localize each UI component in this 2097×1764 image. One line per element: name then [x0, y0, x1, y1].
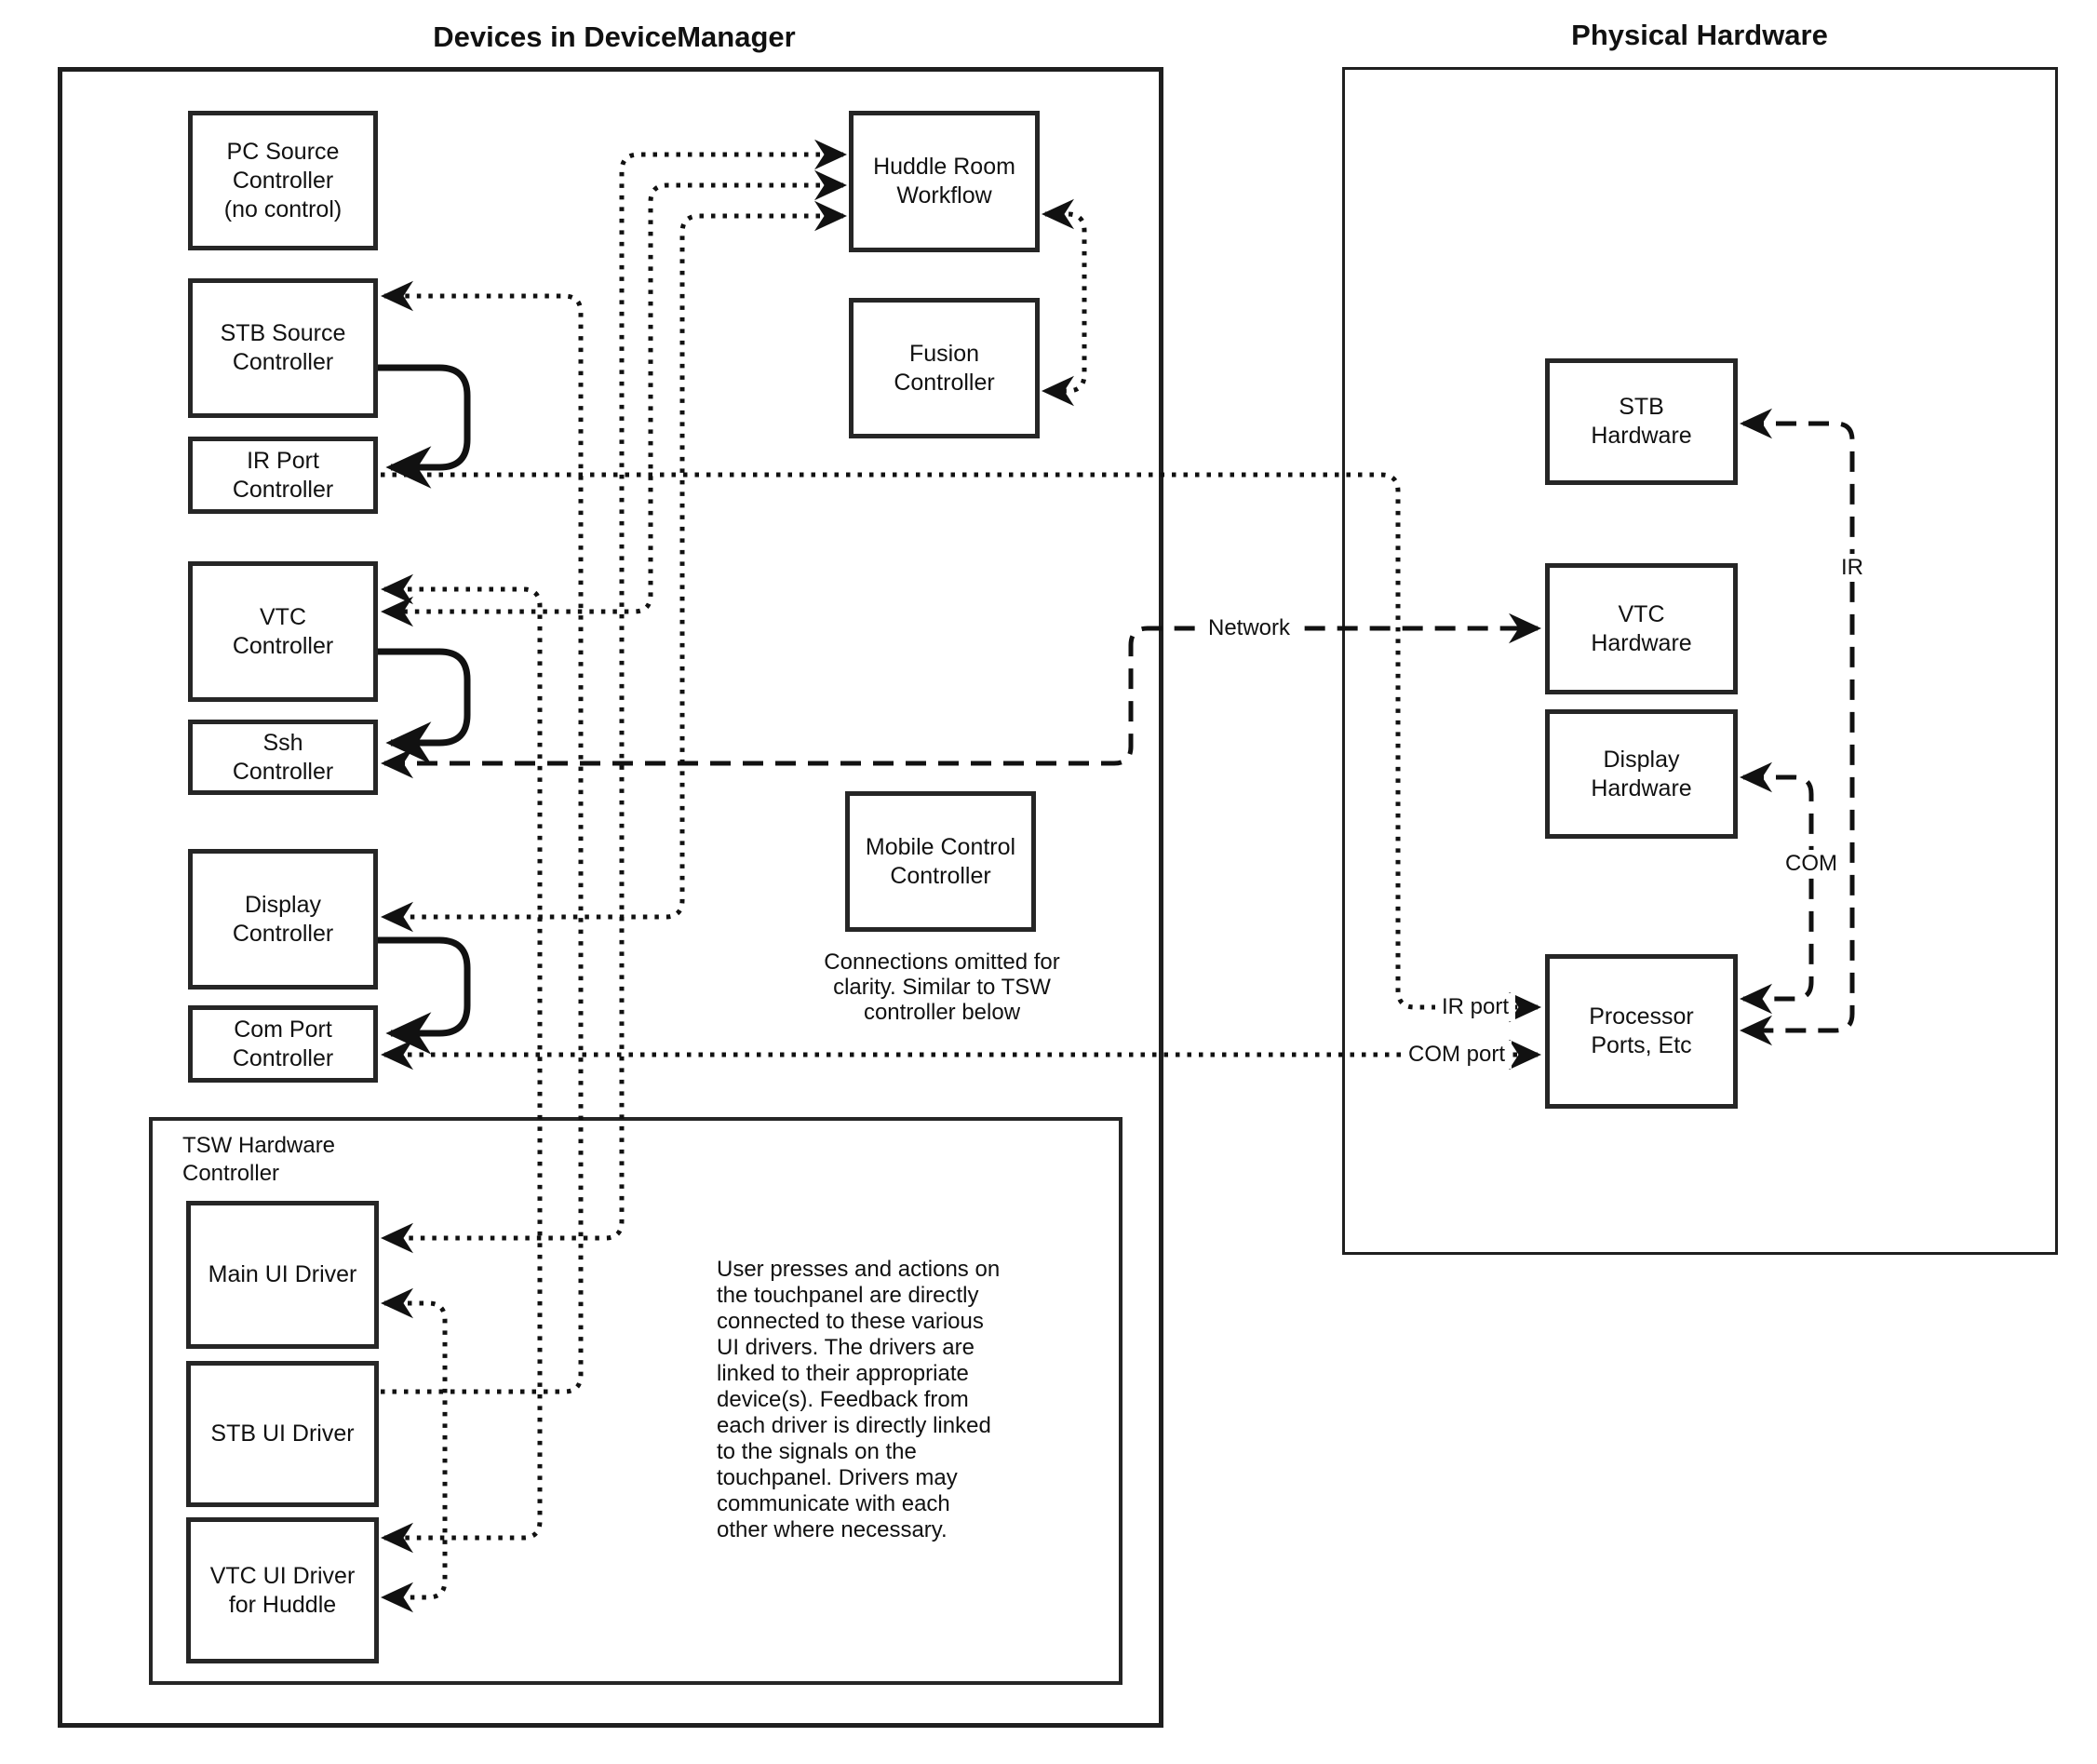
tsw-note-paragraph-line: each driver is directly linked: [717, 1413, 991, 1438]
box-com-port: [188, 1005, 378, 1083]
mobile-caption-line: clarity. Similar to TSW: [833, 975, 1051, 1000]
box-label-line: PC Source: [226, 138, 340, 165]
box-label-line: Com Port: [234, 1016, 332, 1043]
tsw-note-paragraph-line: device(s). Feedback from: [717, 1387, 969, 1412]
wire-label-com-port: COM port: [1402, 1041, 1512, 1069]
box-label-line: IR Port: [247, 447, 319, 474]
box-ssh: [188, 720, 378, 795]
tsw-container-label-line: Controller: [182, 1161, 280, 1186]
box-label-line: (no control): [223, 195, 343, 222]
box-label-line: Controller: [232, 349, 334, 375]
tsw-note-paragraph-line: to the signals on the: [717, 1439, 917, 1464]
box-stb-hw: [1545, 358, 1738, 485]
tsw-container-label: [182, 1132, 335, 1188]
tsw-note-paragraph-line: linked to their appropriate: [717, 1361, 969, 1386]
box-stb-source: [188, 278, 378, 418]
tsw-note-paragraph: [717, 1257, 1000, 1543]
tsw-note-paragraph-line: other where necessary.: [717, 1517, 948, 1542]
wire-label-com: COM: [1779, 850, 1844, 878]
tsw-note-paragraph-line: the touchpanel are directly: [717, 1283, 979, 1308]
box-label-line: Mobile Control: [865, 833, 1016, 860]
box-label-line: VTC UI Driver: [209, 1562, 356, 1589]
box-ir-port: [188, 437, 378, 514]
box-label-line: for Huddle: [228, 1591, 337, 1618]
wire-label-ir-port: IR port: [1435, 993, 1515, 1021]
box-label-line: Workflow: [896, 182, 992, 209]
box-vtc: [188, 561, 378, 702]
box-label-line: Processor: [1589, 1003, 1694, 1030]
wire-label-ir: IR: [1835, 554, 1870, 582]
box-label-line: Controller: [890, 862, 991, 889]
box-label-line: Huddle Room: [873, 154, 1015, 180]
box-stb-ui: [186, 1361, 379, 1507]
tsw-note-paragraph-line: touchpanel. Drivers may: [717, 1465, 958, 1490]
tsw-note-paragraph-line: UI drivers. The drivers are: [717, 1335, 975, 1360]
box-display: [188, 849, 378, 990]
box-label-line: Hardware: [1591, 629, 1692, 656]
box-label-line: STB Source: [220, 320, 346, 346]
box-vtc-ui: [186, 1517, 379, 1663]
tsw-container-label-line: TSW Hardware: [182, 1133, 336, 1158]
tsw-note-paragraph-line: connected to these various: [717, 1309, 984, 1334]
box-display-hw: [1545, 709, 1738, 839]
mobile-caption: [786, 949, 1097, 1025]
box-pc-source: [188, 111, 378, 250]
box-vtc-hw: [1545, 563, 1738, 694]
mobile-caption-line: controller below: [863, 1000, 1021, 1025]
tsw-note-paragraph-line: User presses and actions on: [717, 1257, 1001, 1282]
box-label-line: VTC: [1618, 600, 1665, 627]
box-label-line: Controller: [232, 1044, 334, 1071]
tsw-note-paragraph-line: communicate with each: [717, 1491, 950, 1516]
box-label-line: Controller: [232, 476, 334, 503]
box-label-line: Fusion: [908, 340, 980, 367]
box-label-line: Controller: [232, 632, 334, 659]
wire-label-network: Network: [1202, 614, 1297, 642]
box-label-line: Hardware: [1591, 423, 1692, 449]
box-main-ui: [186, 1201, 379, 1349]
box-mobile: [845, 791, 1036, 932]
physical-title: Physical Hardware: [1571, 19, 1828, 51]
mobile-caption-line: Connections omitted for: [824, 949, 1060, 975]
box-huddle: [849, 111, 1040, 252]
box-label-line: Controller: [232, 920, 334, 947]
box-label-line: Controller: [232, 167, 334, 194]
box-label-line: Ssh: [262, 729, 303, 756]
box-fusion: [849, 298, 1040, 438]
box-label-line: STB UI Driver: [210, 1421, 355, 1447]
box-label-line: Display: [245, 891, 321, 918]
box-label-line: Controller: [894, 369, 995, 396]
devices-title: Devices in DeviceManager: [433, 20, 796, 53]
box-label-line: Ports, Etc: [1591, 1032, 1692, 1058]
box-label-line: STB: [1619, 394, 1664, 420]
box-label-line: Controller: [232, 758, 334, 785]
box-label-line: Display: [1603, 746, 1680, 773]
box-label-line: Hardware: [1591, 774, 1692, 801]
box-label-line: Main UI Driver: [208, 1261, 357, 1287]
box-processor: [1545, 954, 1738, 1109]
box-label-line: VTC: [260, 603, 306, 630]
